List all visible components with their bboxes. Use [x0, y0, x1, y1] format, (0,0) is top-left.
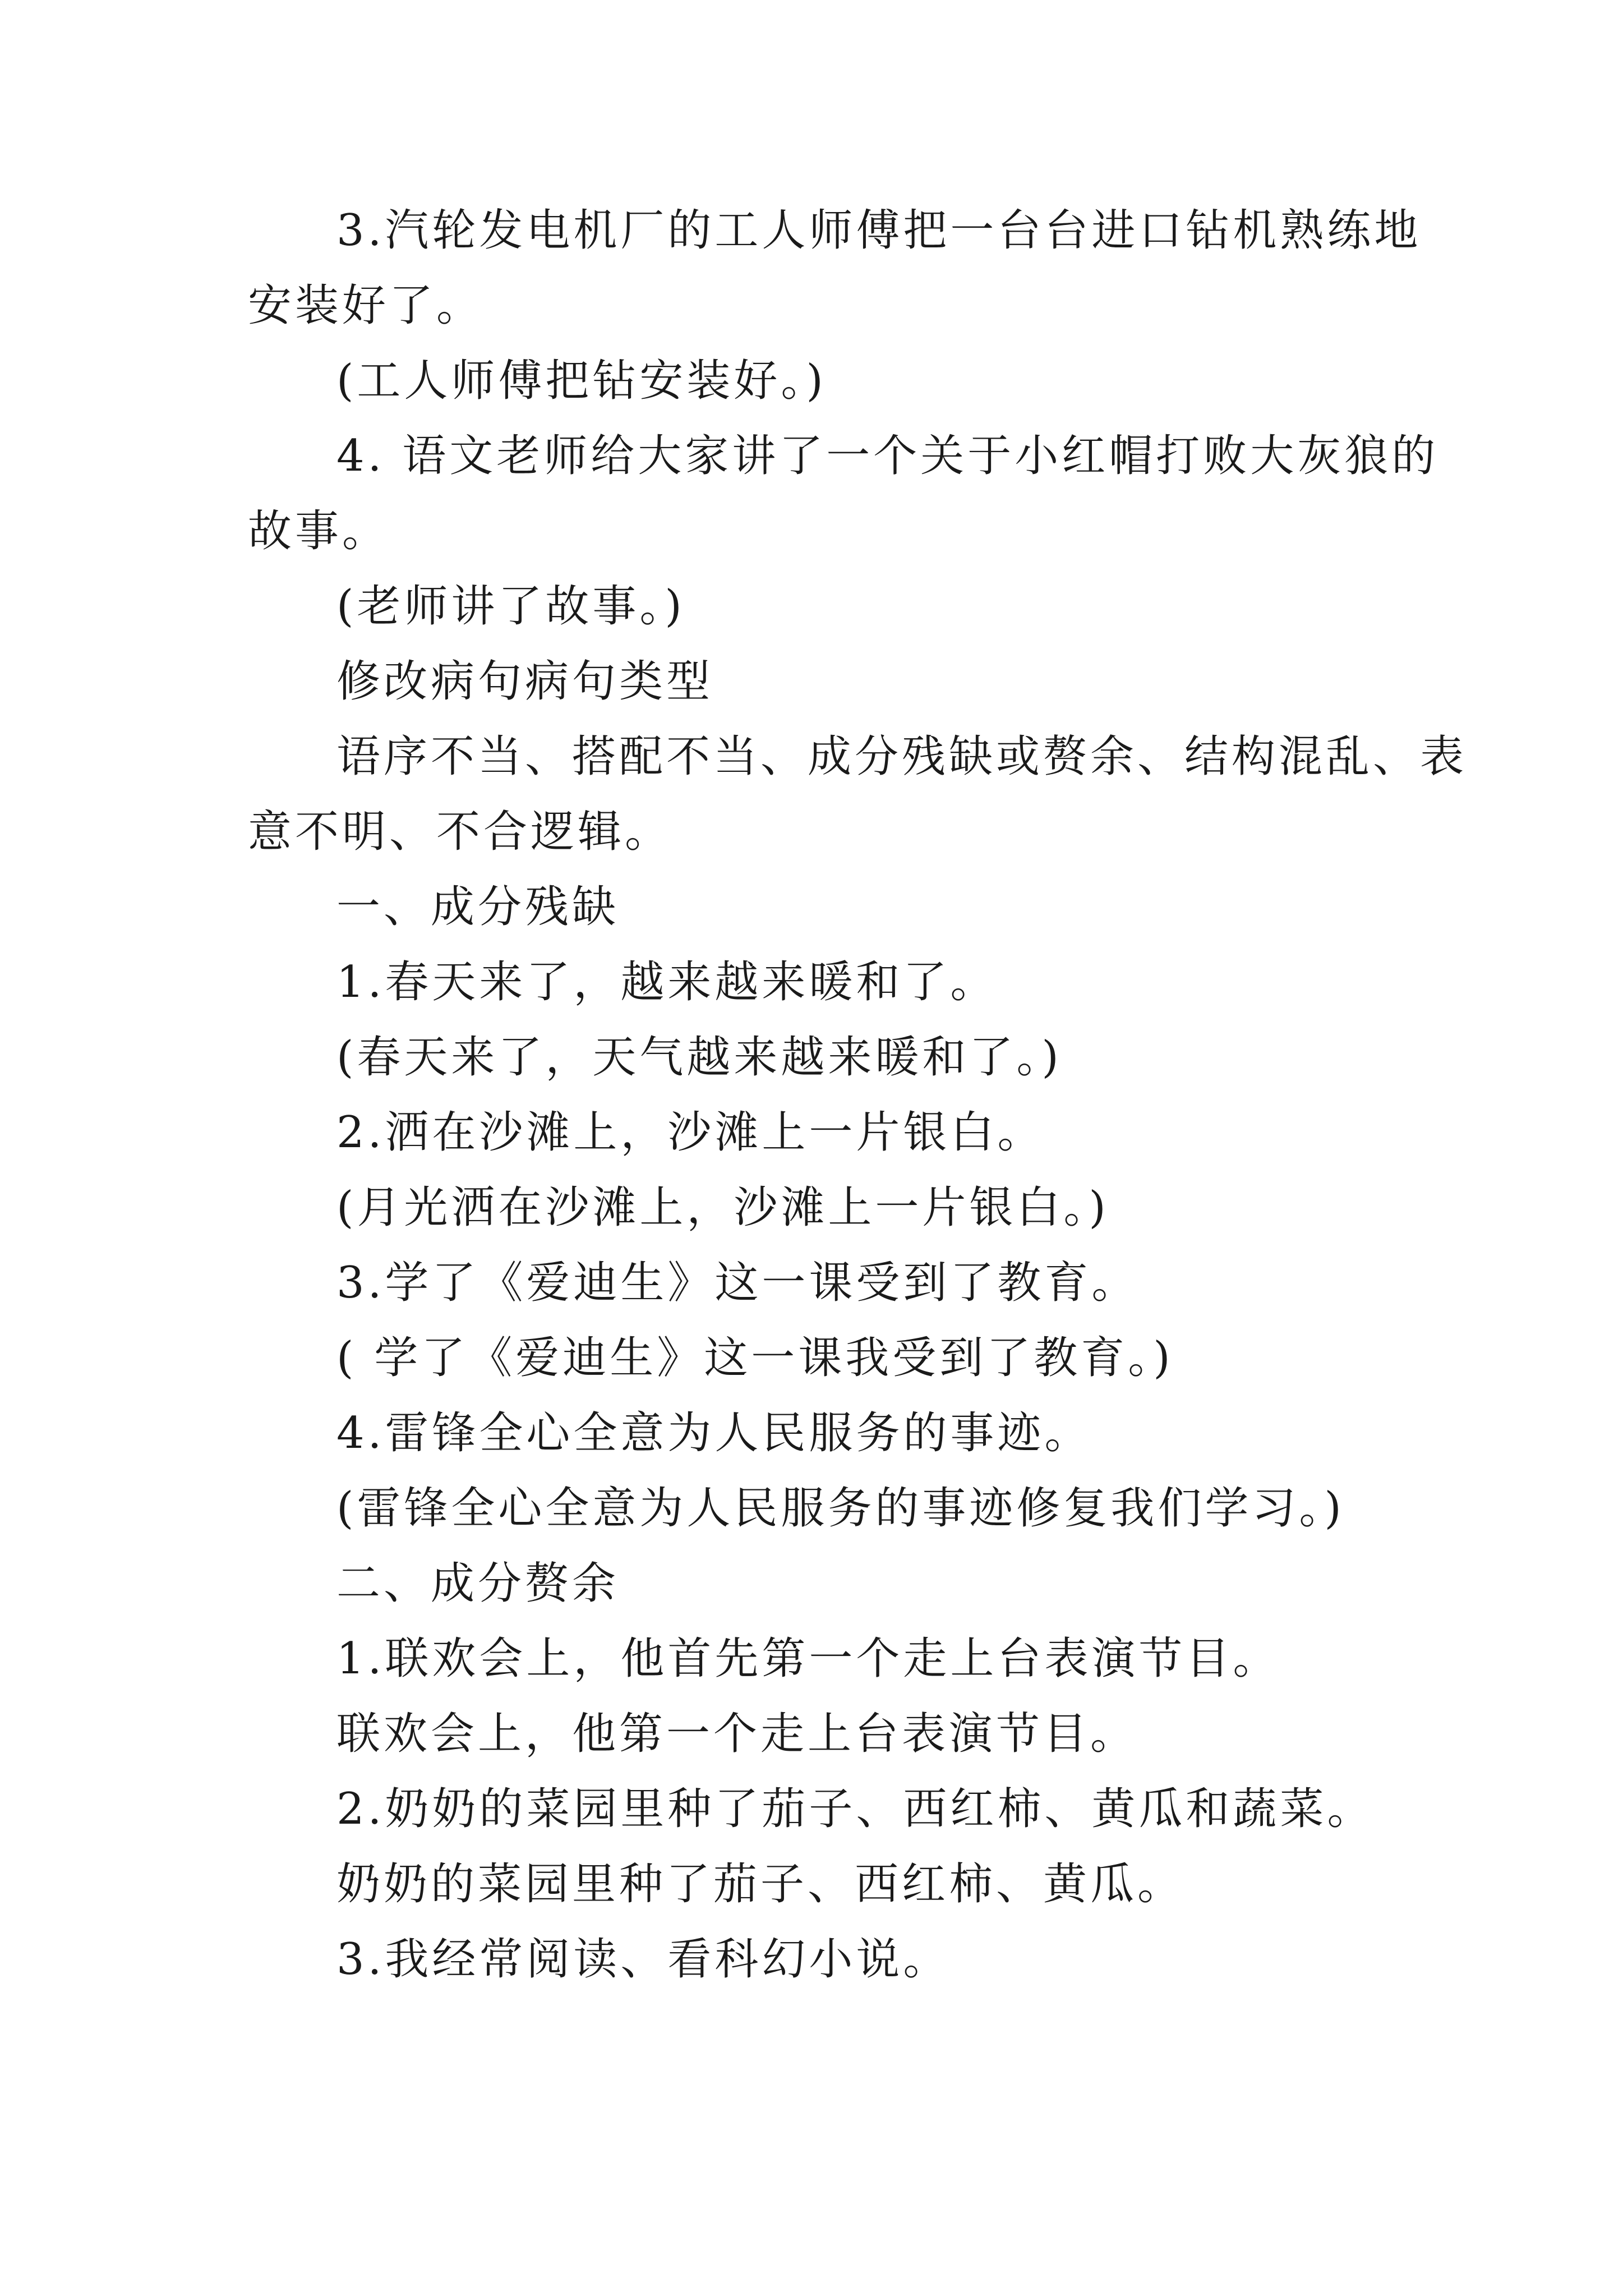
text-line: (雷锋全心全意为人民服务的事迹修复我们学习。) — [336, 1483, 1345, 1534]
text-line: 安装好了。 — [248, 280, 484, 331]
text-line: 联欢会上，他第一个走上台表演节目。 — [336, 1709, 1138, 1759]
section-heading: 修改病句病句类型 — [336, 656, 714, 707]
text-line: 奶奶的菜园里种了茄子、西红柿、黄瓜。 — [336, 1859, 1185, 1910]
text-line: 1.春天来了，越来越来暖和了。 — [336, 957, 998, 1007]
text-line: 故事。 — [248, 506, 390, 556]
text-line: (老师讲了故事。) — [336, 581, 685, 632]
text-line: (工人师傅把钻安装好。) — [336, 356, 827, 406]
text-line: 语序不当、搭配不当、成分残缺或赘余、结构混乱、表 — [336, 731, 1468, 782]
text-line: 4.雷锋全心全意为人民服务的事迹。 — [336, 1408, 1092, 1458]
text-line: 3.汽轮发电机厂的工人师傅把一台台进口钻机熟练地 — [336, 205, 1422, 256]
section-heading: 一、成分残缺 — [336, 882, 620, 932]
text-line: 1.联欢会上，他首先第一个走上台表演节目。 — [336, 1634, 1280, 1684]
text-line: 意不明、不合逻辑。 — [248, 807, 672, 857]
text-line: 3.我经常阅读、看科幻小说。 — [336, 1934, 951, 1985]
text-line: (春天来了，天气越来越来暖和了。) — [336, 1032, 1062, 1083]
text-line: 2.洒在沙滩上，沙滩上一片银白。 — [336, 1107, 1045, 1158]
text-line: 2.奶奶的菜园里种了茄子、西红柿、黄瓜和蔬菜。 — [336, 1784, 1375, 1834]
text-line: (月光洒在沙滩上，沙滩上一片银白。) — [336, 1182, 1109, 1233]
text-line: 4. 语文老师给大家讲了一个关于小红帽打败大灰狼的 — [336, 431, 1439, 481]
section-heading: 二、成分赘余 — [336, 1558, 620, 1609]
text-line: ( 学了《爱迪生》这一课我受到了教育。) — [336, 1333, 1174, 1383]
text-line: 3.学了《爱迪生》这一课受到了教育。 — [336, 1258, 1139, 1308]
